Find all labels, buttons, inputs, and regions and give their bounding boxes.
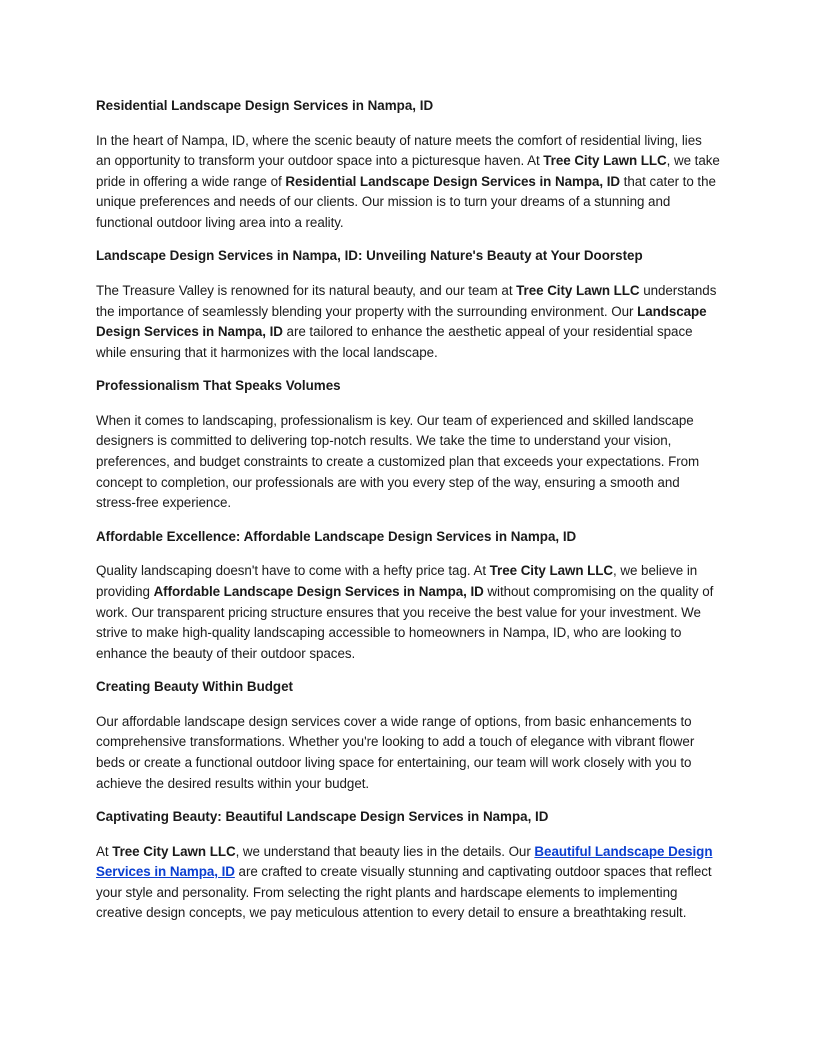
section-heading: Professionalism That Speaks Volumes — [96, 378, 341, 394]
beautiful-landscape-design-link[interactable]: Beautiful Landscape Design Services in Nampa, ID — [96, 843, 713, 880]
bold-text: Landscape Design Services in Nampa, ID — [96, 303, 707, 340]
text-run: The Treasure Valley is renowned for its natural beauty, and our team at — [96, 282, 517, 298]
bold-text: Tree City Lawn LLC — [112, 843, 236, 859]
text-run: , we understand that beauty lies in the details. Our — [235, 843, 535, 859]
section-paragraph — [96, 842, 720, 924]
section-heading: Affordable Excellence: Affordable Landscape Design Services in Nampa, ID — [96, 528, 577, 544]
bold-text: Affordable Landscape Design Services in Nampa, ID — [153, 583, 484, 599]
bold-text: Tree City Lawn LLC — [516, 282, 640, 298]
text-run: understands the importance of seamlessly blending your property with the surrounding environment. Our — [96, 282, 717, 319]
section-paragraph — [96, 281, 720, 363]
text-run: Quality landscaping doesn't have to come with a hefty price tag. At — [96, 563, 490, 579]
section-paragraph — [96, 411, 720, 514]
section-heading: Residential Landscape Design Services in Nampa, ID — [96, 98, 434, 113]
bold-text: Tree City Lawn LLC — [489, 563, 614, 579]
text-run: without compromising on the quality of work. Our transparent pricing structure ensures that you receive the best value for your investment. We strive to make high-quality landscaping accessible to homeowners in Nampa, ID, who are looking to enhance the beauty of their outdoor spaces. — [96, 583, 714, 661]
text-run: In the heart of Nampa, ID, where the scenic beauty of nature meets the comfort of residential living, lies an opportunity to transform your outdoor space into a picturesque haven. At — [96, 132, 702, 169]
text-run: , we take pride in offering a wide range of — [96, 153, 720, 189]
text-run: , we believe in providing — [96, 563, 698, 599]
bold-text: Tree City Lawn LLC — [543, 153, 667, 169]
text-run: Our affordable landscape design services cover a wide range of options, from basic enhancements to comprehensive transformations. Whether you're looking to add a touch of elegance with vibrant flower beds or create a functional outdoor living space for entertaining, our team will work closely with you to achieve the desired results within your budget. — [96, 713, 695, 791]
section-heading: Creating Beauty Within Budget — [96, 679, 294, 695]
bold-text: Residential Landscape Design Services in Nampa, ID — [285, 173, 620, 189]
section-paragraph — [96, 131, 720, 234]
text-run: are tailored to enhance the aesthetic appeal of your residential space while ensuring that it harmonizes with the local landscape. — [96, 324, 693, 360]
text-run: When it comes to landscaping, professionalism is key. Our team of experienced and skilled landscape designers is committed to delivering top-notch results. We take the time to understand your vision, preferences, and budget constraints to create a customized plan that exceeds your expectations. From concept to completion, our professionals are with you every step of the way, ensuring a smooth and stress-free experience. — [96, 412, 700, 511]
section-paragraph — [96, 712, 720, 794]
section-heading: Captivating Beauty: Beautiful Landscape Design Services in Nampa, ID — [96, 809, 549, 825]
text-run: are crafted to create visually stunning and captivating outdoor spaces that reflect your style and personality. From selecting the right plants and hardscape elements to implementing creative design concepts, we pay meticulous attention to every detail to ensure a breathtaking result. — [96, 864, 712, 921]
text-run: At — [96, 843, 113, 859]
section-paragraph — [96, 561, 720, 664]
section-heading: Landscape Design Services in Nampa, ID: Unveiling Nature's Beauty at Your Doorstep — [96, 248, 643, 264]
text-run: that cater to the unique preferences and needs of our clients. Our mission is to turn your dreams of a stunning and functional outdoor living area into a reality. — [96, 173, 716, 230]
